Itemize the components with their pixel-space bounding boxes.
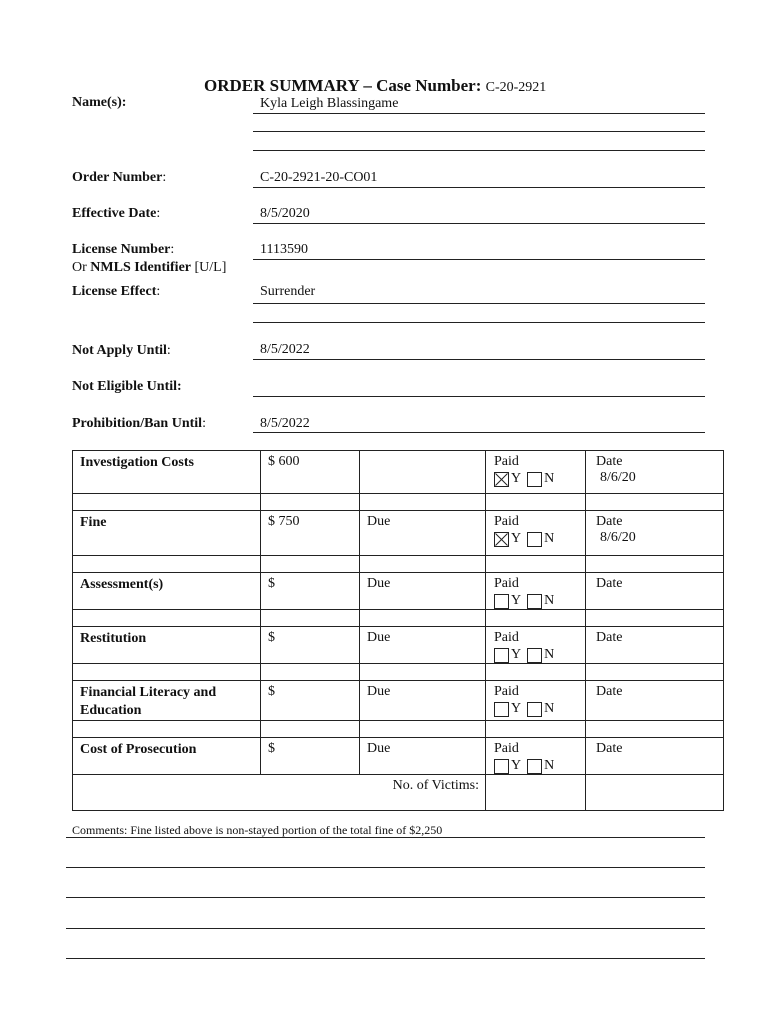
spacer-cell bbox=[586, 556, 724, 573]
order-number-value[interactable]: C-20-2921-20-CO01 bbox=[260, 170, 378, 185]
spacer-cell bbox=[360, 721, 486, 738]
not-eligible-line bbox=[253, 396, 705, 397]
cost-amount[interactable]: $ 750 bbox=[261, 511, 360, 556]
cost-row bbox=[73, 627, 724, 664]
paid-no-checkbox[interactable] bbox=[527, 648, 542, 663]
spacer-row bbox=[73, 556, 724, 573]
costs-table-body bbox=[73, 451, 724, 811]
cost-due[interactable]: Due bbox=[360, 511, 486, 556]
names-line-3 bbox=[253, 150, 705, 151]
paid-yes-label: Y bbox=[511, 758, 522, 773]
nmls-label: NMLS Identifier bbox=[90, 260, 191, 275]
effective-date-line bbox=[253, 223, 705, 224]
paid-label: Paid bbox=[494, 684, 519, 699]
paid-cell bbox=[486, 627, 586, 664]
paid-label: Paid bbox=[494, 741, 519, 756]
page-title bbox=[204, 76, 546, 96]
order-number-line bbox=[253, 187, 705, 188]
cost-row bbox=[73, 511, 724, 556]
comments-line-5 bbox=[66, 958, 705, 959]
not-apply-label-group bbox=[72, 343, 171, 359]
license-number-label: License Number bbox=[72, 242, 171, 257]
paid-yes-checkbox[interactable] bbox=[494, 759, 509, 774]
paid-no-label: N bbox=[544, 701, 555, 716]
spacer-cell bbox=[486, 610, 586, 627]
spacer-row bbox=[73, 721, 724, 738]
date-label: Date bbox=[596, 514, 623, 529]
paid-yes-checkbox[interactable] bbox=[494, 702, 509, 717]
paid-yes-label: Y bbox=[511, 471, 522, 486]
date-value[interactable]: 8/6/20 bbox=[600, 470, 636, 485]
spacer-cell bbox=[73, 664, 261, 681]
spacer-cell bbox=[73, 610, 261, 627]
comments-line-2 bbox=[66, 867, 705, 868]
spacer-cell bbox=[360, 556, 486, 573]
date-cell bbox=[586, 738, 724, 775]
comments-line-4 bbox=[66, 928, 705, 929]
cost-row bbox=[73, 573, 724, 610]
license-effect-colon: : bbox=[156, 284, 161, 299]
order-number-label: Order Number bbox=[72, 170, 163, 185]
spacer-cell bbox=[261, 610, 360, 627]
date-label: Date bbox=[596, 684, 623, 699]
paid-options bbox=[494, 471, 585, 487]
spacer-cell bbox=[261, 556, 360, 573]
cost-type-label: Investigation Costs bbox=[73, 451, 261, 494]
comments-label: Comments: Fine listed above is non-stayed portion of the total fine of $2,250 bbox=[72, 823, 443, 837]
paid-yes-checkbox[interactable] bbox=[494, 472, 509, 487]
paid-cell bbox=[486, 738, 586, 775]
spacer-cell bbox=[586, 494, 724, 511]
paid-no-checkbox[interactable] bbox=[527, 532, 542, 547]
cost-amount[interactable]: $ bbox=[261, 681, 360, 721]
prohibition-line bbox=[253, 432, 705, 433]
paid-label: Paid bbox=[494, 576, 519, 591]
comments-line-1 bbox=[66, 837, 705, 838]
names-value[interactable]: Kyla Leigh Blassingame bbox=[260, 96, 399, 111]
costs-table bbox=[72, 450, 724, 811]
license-effect-label: License Effect bbox=[72, 284, 157, 299]
spacer-cell bbox=[360, 610, 486, 627]
date-cell bbox=[586, 451, 724, 494]
spacer-row bbox=[73, 664, 724, 681]
nmls-suffix: [U/L] bbox=[191, 260, 227, 275]
paid-no-checkbox[interactable] bbox=[527, 702, 542, 717]
paid-no-label: N bbox=[544, 758, 555, 773]
spacer-cell bbox=[261, 494, 360, 511]
names-line-2 bbox=[253, 131, 705, 132]
spacer-row bbox=[73, 610, 724, 627]
cost-amount[interactable]: $ bbox=[261, 573, 360, 610]
comments-line-3 bbox=[66, 897, 705, 898]
victims-value[interactable] bbox=[486, 775, 586, 811]
license-effect-line-1 bbox=[253, 303, 705, 304]
case-number: C-20-2921 bbox=[485, 80, 547, 95]
effective-date-colon: : bbox=[156, 206, 161, 221]
date-cell bbox=[586, 681, 724, 721]
paid-cell bbox=[486, 681, 586, 721]
paid-label: Paid bbox=[494, 454, 519, 469]
cost-due[interactable]: Due bbox=[360, 738, 486, 775]
paid-options bbox=[494, 531, 585, 547]
paid-yes-checkbox[interactable] bbox=[494, 594, 509, 609]
paid-yes-label: Y bbox=[511, 647, 522, 662]
cost-type-label: Cost of Prosecution bbox=[73, 738, 261, 775]
paid-options bbox=[494, 647, 585, 663]
paid-yes-label: Y bbox=[511, 593, 522, 608]
paid-cell bbox=[486, 451, 586, 494]
date-label: Date bbox=[596, 741, 623, 756]
effective-date-label-group bbox=[72, 206, 160, 222]
paid-no-label: N bbox=[544, 647, 555, 662]
paid-cell bbox=[486, 511, 586, 556]
not-apply-label: Not Apply Until bbox=[72, 343, 167, 358]
paid-options bbox=[494, 701, 585, 717]
spacer-row bbox=[73, 494, 724, 511]
cost-amount[interactable]: $ bbox=[261, 738, 360, 775]
date-value[interactable]: 8/6/20 bbox=[600, 530, 636, 545]
paid-no-label: N bbox=[544, 593, 555, 608]
cost-row bbox=[73, 451, 724, 494]
cost-type-label: Restitution bbox=[73, 627, 261, 664]
cost-type-label: Fine bbox=[73, 511, 261, 556]
paid-options bbox=[494, 593, 585, 609]
prohibition-label-group bbox=[72, 416, 206, 432]
spacer-cell bbox=[261, 721, 360, 738]
spacer-cell bbox=[586, 721, 724, 738]
nmls-label-group bbox=[72, 260, 226, 276]
victims-label: No. of Victims: bbox=[73, 775, 486, 811]
cost-amount[interactable]: $ bbox=[261, 627, 360, 664]
license-effect-label-group bbox=[72, 284, 160, 300]
license-number-line bbox=[253, 259, 705, 260]
spacer-cell bbox=[73, 556, 261, 573]
victims-row bbox=[73, 775, 724, 811]
paid-no-label: N bbox=[544, 531, 555, 546]
paid-cell bbox=[486, 573, 586, 610]
cost-due[interactable]: Due bbox=[360, 627, 486, 664]
spacer-cell bbox=[73, 721, 261, 738]
date-label: Date bbox=[596, 576, 623, 591]
date-cell bbox=[586, 573, 724, 610]
spacer-cell bbox=[360, 494, 486, 511]
cost-type-label: Financial Literacy and Education bbox=[73, 681, 261, 721]
spacer-cell bbox=[360, 664, 486, 681]
cost-row bbox=[73, 738, 724, 775]
license-number-value[interactable]: 1113590 bbox=[260, 242, 308, 257]
not-eligible-label: Not Eligible Until: bbox=[72, 379, 182, 394]
order-number-colon: : bbox=[162, 170, 167, 185]
paid-no-checkbox[interactable] bbox=[527, 594, 542, 609]
spacer-cell bbox=[486, 664, 586, 681]
license-number-colon: : bbox=[170, 242, 175, 257]
victims-empty-cell bbox=[586, 775, 724, 811]
prohibition-label: Prohibition/Ban Until bbox=[72, 416, 203, 431]
cost-row bbox=[73, 681, 724, 721]
spacer-cell bbox=[73, 494, 261, 511]
cost-amount[interactable]: $ 600 bbox=[261, 451, 360, 494]
paid-no-label: N bbox=[544, 471, 555, 486]
license-effect-line-2 bbox=[253, 322, 705, 323]
date-cell bbox=[586, 511, 724, 556]
paid-label: Paid bbox=[494, 514, 519, 529]
paid-no-checkbox[interactable] bbox=[527, 759, 542, 774]
spacer-cell bbox=[486, 494, 586, 511]
cost-due[interactable] bbox=[360, 451, 486, 494]
paid-yes-checkbox[interactable] bbox=[494, 532, 509, 547]
spacer-cell bbox=[486, 556, 586, 573]
names-line-1 bbox=[253, 113, 705, 114]
names-label: Name(s): bbox=[72, 95, 127, 110]
not-apply-colon: : bbox=[166, 343, 171, 358]
paid-label: Paid bbox=[494, 630, 519, 645]
effective-date-label: Effective Date bbox=[72, 206, 157, 221]
date-cell bbox=[586, 627, 724, 664]
not-apply-line bbox=[253, 359, 705, 360]
cost-due[interactable]: Due bbox=[360, 681, 486, 721]
prohibition-colon: : bbox=[202, 416, 206, 431]
title-text: ORDER SUMMARY – Case Number: bbox=[204, 76, 482, 95]
spacer-cell bbox=[586, 610, 724, 627]
cost-due[interactable]: Due bbox=[360, 573, 486, 610]
spacer-cell bbox=[586, 664, 724, 681]
paid-yes-label: Y bbox=[511, 531, 522, 546]
cost-type-label: Assessment(s) bbox=[73, 573, 261, 610]
license-number-label-group bbox=[72, 242, 174, 258]
effective-date-value[interactable]: 8/5/2020 bbox=[260, 206, 310, 221]
paid-options bbox=[494, 758, 585, 774]
paid-yes-checkbox[interactable] bbox=[494, 648, 509, 663]
date-label: Date bbox=[596, 454, 623, 469]
prohibition-value[interactable]: 8/5/2022 bbox=[260, 416, 310, 431]
license-effect-value[interactable]: Surrender bbox=[260, 284, 316, 299]
spacer-cell bbox=[261, 664, 360, 681]
nmls-prefix: Or bbox=[72, 260, 91, 275]
order-number-label-group bbox=[72, 170, 166, 186]
paid-yes-label: Y bbox=[511, 701, 522, 716]
paid-no-checkbox[interactable] bbox=[527, 472, 542, 487]
spacer-cell bbox=[486, 721, 586, 738]
date-label: Date bbox=[596, 630, 623, 645]
not-apply-value[interactable]: 8/5/2022 bbox=[260, 342, 310, 357]
